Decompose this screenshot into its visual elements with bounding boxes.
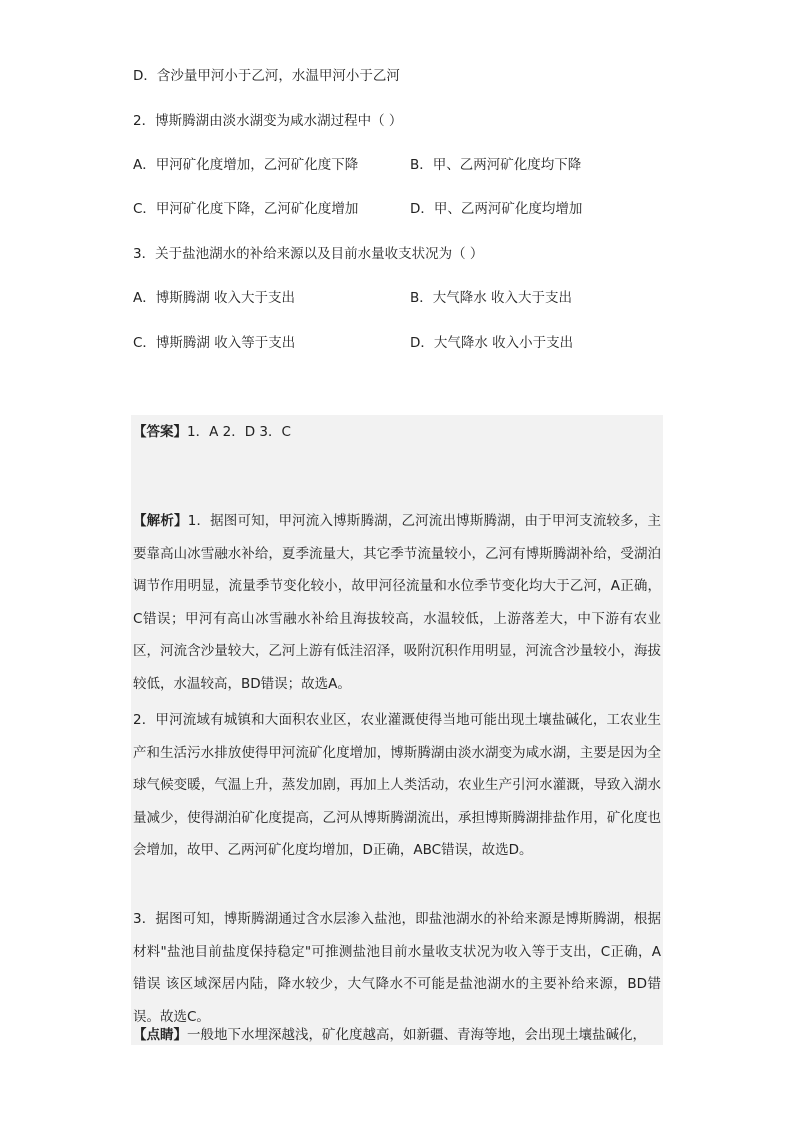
q2-option-c: C．甲河矿化度下降，乙河矿化度增加 (133, 201, 359, 217)
answer-text: 1．A 2．D 3．C (187, 424, 291, 440)
tip-text: 一般地下水埋深越浅，矿化度越高，如新疆、青海等地，会出现土壤盐碱化， (187, 1027, 646, 1043)
q2-option-a: A．甲河矿化度增加，乙河矿化度下降 (133, 157, 359, 173)
q2-stem: 2．博斯腾湖由淡水湖变为咸水湖过程中（ ） (133, 113, 403, 129)
analysis-paragraph-3 (133, 903, 661, 1033)
analysis-text-1: 1．据图可知，甲河流入博斯腾湖，乙河流出博斯腾湖，由于甲河支流较多，主要靠高山冰雪融水补给，夏季流量大，其它季节流量较小，乙河有博斯腾湖补给，受湖泊调节作用明显，流量季节变化较小，故甲河径流量和水位季节变化均大于乙河，A正确，C错误；甲河有高山冰雪融水补给且海拔较高，水温较低，上游落差大，中下游有农业区，河流含沙量较大，乙河上游有低洼沼泽，吸附沉积作用明显，河流含沙量较小，海拔较低，水温较高，BD错误；故选A。 (133, 513, 662, 692)
q3-option-b: B．大气降水 收入大于支出 (410, 290, 573, 306)
answer-label: 【答案】 (133, 424, 187, 440)
q2-option-d: D．甲、乙两河矿化度均增加 (410, 201, 583, 217)
analysis-text-3: 3．据图可知，博斯腾湖通过含水层渗入盐池，即盐池湖水的补给来源是博斯腾湖，根据材料"盐池目前盐度保持稳定"可推测盐池目前水量收支状况为收入等于支出，C正确，A错误 该区域深居内陆，降水较少，大气降水不可能是盐池湖水的主要补给来源，BD错误。故选C。 (133, 911, 661, 1025)
analysis-label: 【解析】 (133, 513, 188, 529)
q3-option-c: C．博斯腾湖 收入等于支出 (133, 335, 296, 351)
tip-label: 【点睛】 (133, 1027, 187, 1043)
q3-option-a: A．博斯腾湖 收入大于支出 (133, 290, 296, 306)
tip-line (133, 1025, 646, 1045)
answer-line (133, 422, 291, 442)
analysis-paragraph-1 (133, 505, 661, 700)
q2-option-b: B．甲、乙两河矿化度均下降 (410, 157, 582, 173)
q3-stem: 3．关于盐池湖水的补给来源以及目前水量收支状况为（ ） (133, 246, 484, 262)
analysis-text-2: 2．甲河流域有城镇和大面积农业区，农业灌溉使得当地可能出现土壤盐碱化，工农业生产和生活污水排放使得甲河流矿化度增加，博斯腾湖由淡水湖变为咸水湖，主要是因为全球气候变暖，气温上升，蒸发加剧，再加上人类活动，农业生产引河水灌溉，导致入湖水量减少，使得湖泊矿化度提高，乙河从博斯腾湖流出，承担博斯腾湖排盐作用，矿化度也会增加，故甲、乙两河矿化度均增加，D正确，ABC错误，故选D。 (133, 712, 661, 858)
q1-option-d: D．含沙量甲河小于乙河，水温甲河小于乙河 (133, 68, 400, 84)
analysis-paragraph-2 (133, 704, 661, 867)
q3-option-d: D．大气降水 收入小于支出 (410, 335, 574, 351)
